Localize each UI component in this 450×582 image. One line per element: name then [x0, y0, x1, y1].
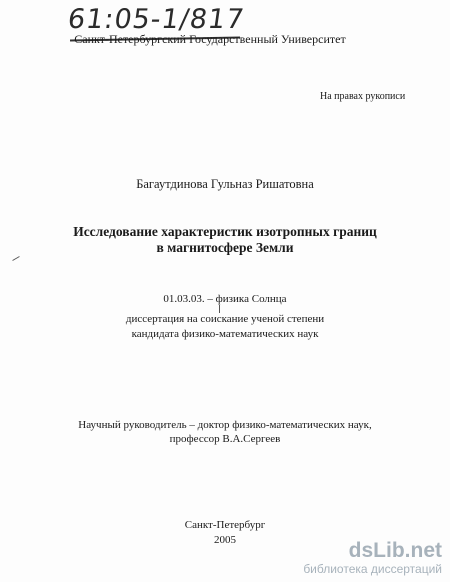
watermark-logo: dsLib.net — [348, 539, 442, 562]
author-name: Багаутдинова Гульназ Ришатовна — [136, 177, 314, 191]
degree-line-1: диссертация на соискание ученой степени — [125, 313, 325, 325]
thesis-title-line-2: в магнитосфере Земли — [156, 240, 294, 255]
university-name: Санкт-Петербургский Государственный Университет — [74, 32, 346, 46]
city: Санкт-Петербург — [184, 519, 266, 531]
scan-mark — [12, 256, 19, 261]
scan-tick — [219, 305, 220, 313]
watermark — [303, 540, 442, 576]
specialty-code: 01.03.03. – физика Солнца — [163, 293, 287, 305]
thesis-title-line-1: Исследование характеристик изотропных границ — [73, 224, 377, 239]
handwritten-archive-code: 61:05-1/817 — [65, 4, 247, 35]
year: 2005 — [214, 534, 236, 546]
advisor-line-1: Научный руководитель – доктор физико-математических наук, — [78, 419, 372, 431]
rights-note: На правах рукописи — [320, 91, 406, 102]
degree-line-2: кандидата физико-математических наук — [131, 328, 319, 340]
advisor-line-2: профессор В.А.Сергеев — [169, 433, 281, 445]
watermark-subtitle: библиотека диссертаций — [303, 562, 442, 576]
